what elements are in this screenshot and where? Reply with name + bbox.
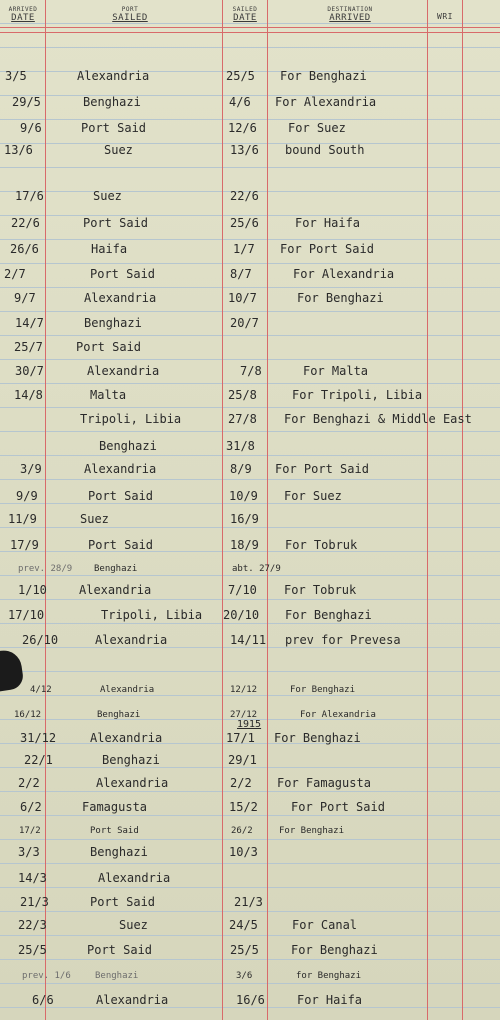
port-sailed: Port Said xyxy=(90,267,156,281)
arrived-date: 25/7 xyxy=(14,340,43,354)
sailed-date: 14/11 xyxy=(230,633,267,647)
arrived-date: 2/2 xyxy=(18,776,40,790)
port-sailed: Alexandria xyxy=(84,462,157,476)
sailed-date: 16/6 xyxy=(236,993,265,1007)
sailed-date: 16/9 xyxy=(230,512,259,526)
sailed-date: 2/2 xyxy=(230,776,252,790)
sailed-date: 26/2 xyxy=(231,826,253,836)
destination: For Alexandria xyxy=(275,95,377,109)
destination: For Benghazi & Middle East xyxy=(284,412,472,426)
port-sailed: Port Said xyxy=(90,895,156,909)
port-sailed: Alexandria xyxy=(84,291,157,305)
arrived-date: 6/2 xyxy=(20,800,42,814)
port-sailed: Port Said xyxy=(83,216,149,230)
sailed-date: 7/8 xyxy=(240,364,262,378)
port-sailed: Alexandria xyxy=(87,364,160,378)
port-sailed: Alexandria xyxy=(96,776,169,790)
arrived-date: 17/6 xyxy=(15,189,44,203)
destination: For Suez xyxy=(288,121,346,135)
port-sailed: Port Said xyxy=(76,340,142,354)
arrived-date: 22/3 xyxy=(18,918,47,932)
arrived-date: 3/3 xyxy=(18,845,40,859)
destination: For Benghazi xyxy=(290,685,356,695)
sailed-date: 12/6 xyxy=(228,121,257,135)
header-date-label: DATE xyxy=(11,13,35,23)
sailed-date: 25/5 xyxy=(226,69,255,83)
header-sailed-date-label: DATE xyxy=(233,13,257,23)
destination: bound South xyxy=(285,143,365,157)
destination: For Haifa xyxy=(295,216,361,230)
port-sailed: Alexandria xyxy=(79,583,152,597)
destination: For Benghazi xyxy=(291,943,378,957)
header-sailed-date xyxy=(224,6,266,23)
sailed-date: 1/7 xyxy=(233,242,255,256)
port-sailed: Alexandria xyxy=(90,731,163,745)
port-sailed: Benghazi xyxy=(94,564,138,574)
year-note: 1915 xyxy=(237,719,262,730)
header-sailed-top-label: SAILED xyxy=(232,6,258,13)
column-rule xyxy=(267,0,268,1020)
destination: prev for Prevesa xyxy=(285,633,401,647)
sailed-date: 20/10 xyxy=(223,608,260,622)
arrived-date: 3/5 xyxy=(5,69,27,83)
sailed-date: 12/12 xyxy=(230,685,258,695)
port-sailed: Benghazi xyxy=(84,316,142,330)
arrived-date: 9/6 xyxy=(20,121,42,135)
arrived-date: 26/6 xyxy=(10,242,39,256)
column-rule xyxy=(45,0,46,1020)
sailed-date: abt. 27/9 xyxy=(232,564,281,574)
port-sailed: Alexandria xyxy=(100,685,155,695)
arrived-date: 22/6 xyxy=(11,216,40,230)
destination: For Haifa xyxy=(297,993,363,1007)
destination: For Suez xyxy=(284,489,342,503)
arrived-date: 30/7 xyxy=(15,364,44,378)
arrived-date: 1/10 xyxy=(18,583,47,597)
sailed-date: 13/6 xyxy=(230,143,259,157)
sailed-date: 8/7 xyxy=(230,267,252,281)
port-sailed: Suez xyxy=(119,918,148,932)
port-sailed: Alexandria xyxy=(95,633,168,647)
sailed-date: 17/1 xyxy=(226,731,255,745)
sailed-date: 29/1 xyxy=(228,753,257,767)
arrived-date: prev. 1/6 xyxy=(22,971,71,981)
sailed-date: 22/6 xyxy=(230,189,259,203)
header-arrived-label: ARRIVED xyxy=(8,6,38,13)
column-rule xyxy=(462,0,463,1020)
destination: For Tobruk xyxy=(285,538,358,552)
destination: For Tobruk xyxy=(284,583,357,597)
arrived-date: 9/7 xyxy=(14,291,36,305)
port-sailed: Suez xyxy=(93,189,122,203)
port-sailed: Port Said xyxy=(90,826,139,836)
port-sailed: Tripoli, Libia xyxy=(80,412,182,426)
port-sailed: Benghazi xyxy=(90,845,148,859)
port-sailed: Alexandria xyxy=(77,69,150,83)
arrived-date: 22/1 xyxy=(24,753,53,767)
header-arrived-dest-label: ARRIVED xyxy=(329,13,371,23)
sailed-date: 10/7 xyxy=(228,291,257,305)
header-port-sailed xyxy=(90,6,170,23)
arrived-date: 31/12 xyxy=(20,731,57,745)
arrived-date: 14/7 xyxy=(15,316,44,330)
port-sailed: Suez xyxy=(80,512,109,526)
port-sailed: Benghazi xyxy=(99,439,157,453)
sailed-date: 21/3 xyxy=(234,895,263,909)
sailed-date: 18/9 xyxy=(230,538,259,552)
arrived-date: 16/12 xyxy=(14,710,42,720)
destination: For Benghazi xyxy=(285,608,372,622)
header-arrived-date xyxy=(2,6,44,23)
port-sailed: Alexandria xyxy=(98,871,171,885)
header-sailed-label: SAILED xyxy=(112,13,148,23)
destination: For Port Said xyxy=(275,462,369,476)
sailed-date: 10/3 xyxy=(229,845,258,859)
destination: For Benghazi xyxy=(274,731,361,745)
ink-blot xyxy=(0,648,25,692)
port-sailed: Port Said xyxy=(81,121,147,135)
destination: For Canal xyxy=(292,918,358,932)
sailed-date: 4/6 xyxy=(229,95,251,109)
sailed-date: 10/9 xyxy=(229,489,258,503)
sailed-date: 27/8 xyxy=(228,412,257,426)
port-sailed: Benghazi xyxy=(83,95,141,109)
destination: For Benghazi xyxy=(280,69,367,83)
arrived-date: 17/10 xyxy=(8,608,45,622)
arrived-date: 2/7 xyxy=(4,267,26,281)
destination: For Port Said xyxy=(291,800,385,814)
header-rule xyxy=(0,27,500,28)
arrived-date: 29/5 xyxy=(12,95,41,109)
port-sailed: Suez xyxy=(104,143,133,157)
destination: For Benghazi xyxy=(297,291,384,305)
port-sailed: Benghazi xyxy=(97,710,141,720)
header-port-label: PORT xyxy=(121,6,139,13)
sailed-date: 25/6 xyxy=(230,216,259,230)
port-sailed: Benghazi xyxy=(102,753,160,767)
sailed-date: 24/5 xyxy=(229,918,258,932)
arrived-date: 11/9 xyxy=(8,512,37,526)
arrived-date: 25/5 xyxy=(18,943,47,957)
arrived-date: 26/10 xyxy=(22,633,59,647)
sailed-date: 8/9 xyxy=(230,462,252,476)
header-destination-label: DESTINATION xyxy=(327,6,373,13)
arrived-date: 4/12 xyxy=(30,685,52,695)
header-wr xyxy=(430,12,460,21)
sailed-date: 25/5 xyxy=(230,943,259,957)
sailed-date: 3/6 xyxy=(236,971,253,981)
arrived-date: 3/9 xyxy=(20,462,42,476)
header-wr-label: WRI xyxy=(437,12,453,21)
header-rule xyxy=(0,32,500,33)
destination: For Famagusta xyxy=(277,776,371,790)
column-rule xyxy=(427,0,428,1020)
arrived-date: 17/2 xyxy=(19,826,41,836)
destination: For Alexandria xyxy=(300,710,376,720)
port-sailed: Alexandria xyxy=(96,993,169,1007)
arrived-date: 13/6 xyxy=(4,143,33,157)
arrived-date: 14/8 xyxy=(14,388,43,402)
sailed-date: 27/12 xyxy=(230,710,258,720)
destination: For Port Said xyxy=(280,242,374,256)
arrived-date: 6/6 xyxy=(32,993,54,1007)
sailed-date: 31/8 xyxy=(226,439,255,453)
port-sailed: Port Said xyxy=(87,943,153,957)
arrived-date: 21/3 xyxy=(20,895,49,909)
column-rule xyxy=(222,0,223,1020)
destination: for Benghazi xyxy=(296,971,362,981)
arrived-date: 9/9 xyxy=(16,489,38,503)
port-sailed: Benghazi xyxy=(95,971,139,981)
destination: For Tripoli, Libia xyxy=(292,388,423,402)
header-destination xyxy=(300,6,400,23)
destination: For Benghazi xyxy=(279,826,345,836)
port-sailed: Malta xyxy=(90,388,127,402)
port-sailed: Tripoli, Libia xyxy=(101,608,203,622)
port-sailed: Haifa xyxy=(91,242,128,256)
sailed-date: 20/7 xyxy=(230,316,259,330)
port-sailed: Port Said xyxy=(88,538,154,552)
sailed-date: 7/10 xyxy=(228,583,257,597)
destination: For Malta xyxy=(303,364,369,378)
destination: For Alexandria xyxy=(293,267,395,281)
sailed-date: 25/8 xyxy=(228,388,257,402)
arrived-date: prev. 28/9 xyxy=(18,564,73,574)
arrived-date: 17/9 xyxy=(10,538,39,552)
port-sailed: Port Said xyxy=(88,489,154,503)
sailed-date: 15/2 xyxy=(229,800,258,814)
port-sailed: Famagusta xyxy=(82,800,148,814)
arrived-date: 14/3 xyxy=(18,871,47,885)
